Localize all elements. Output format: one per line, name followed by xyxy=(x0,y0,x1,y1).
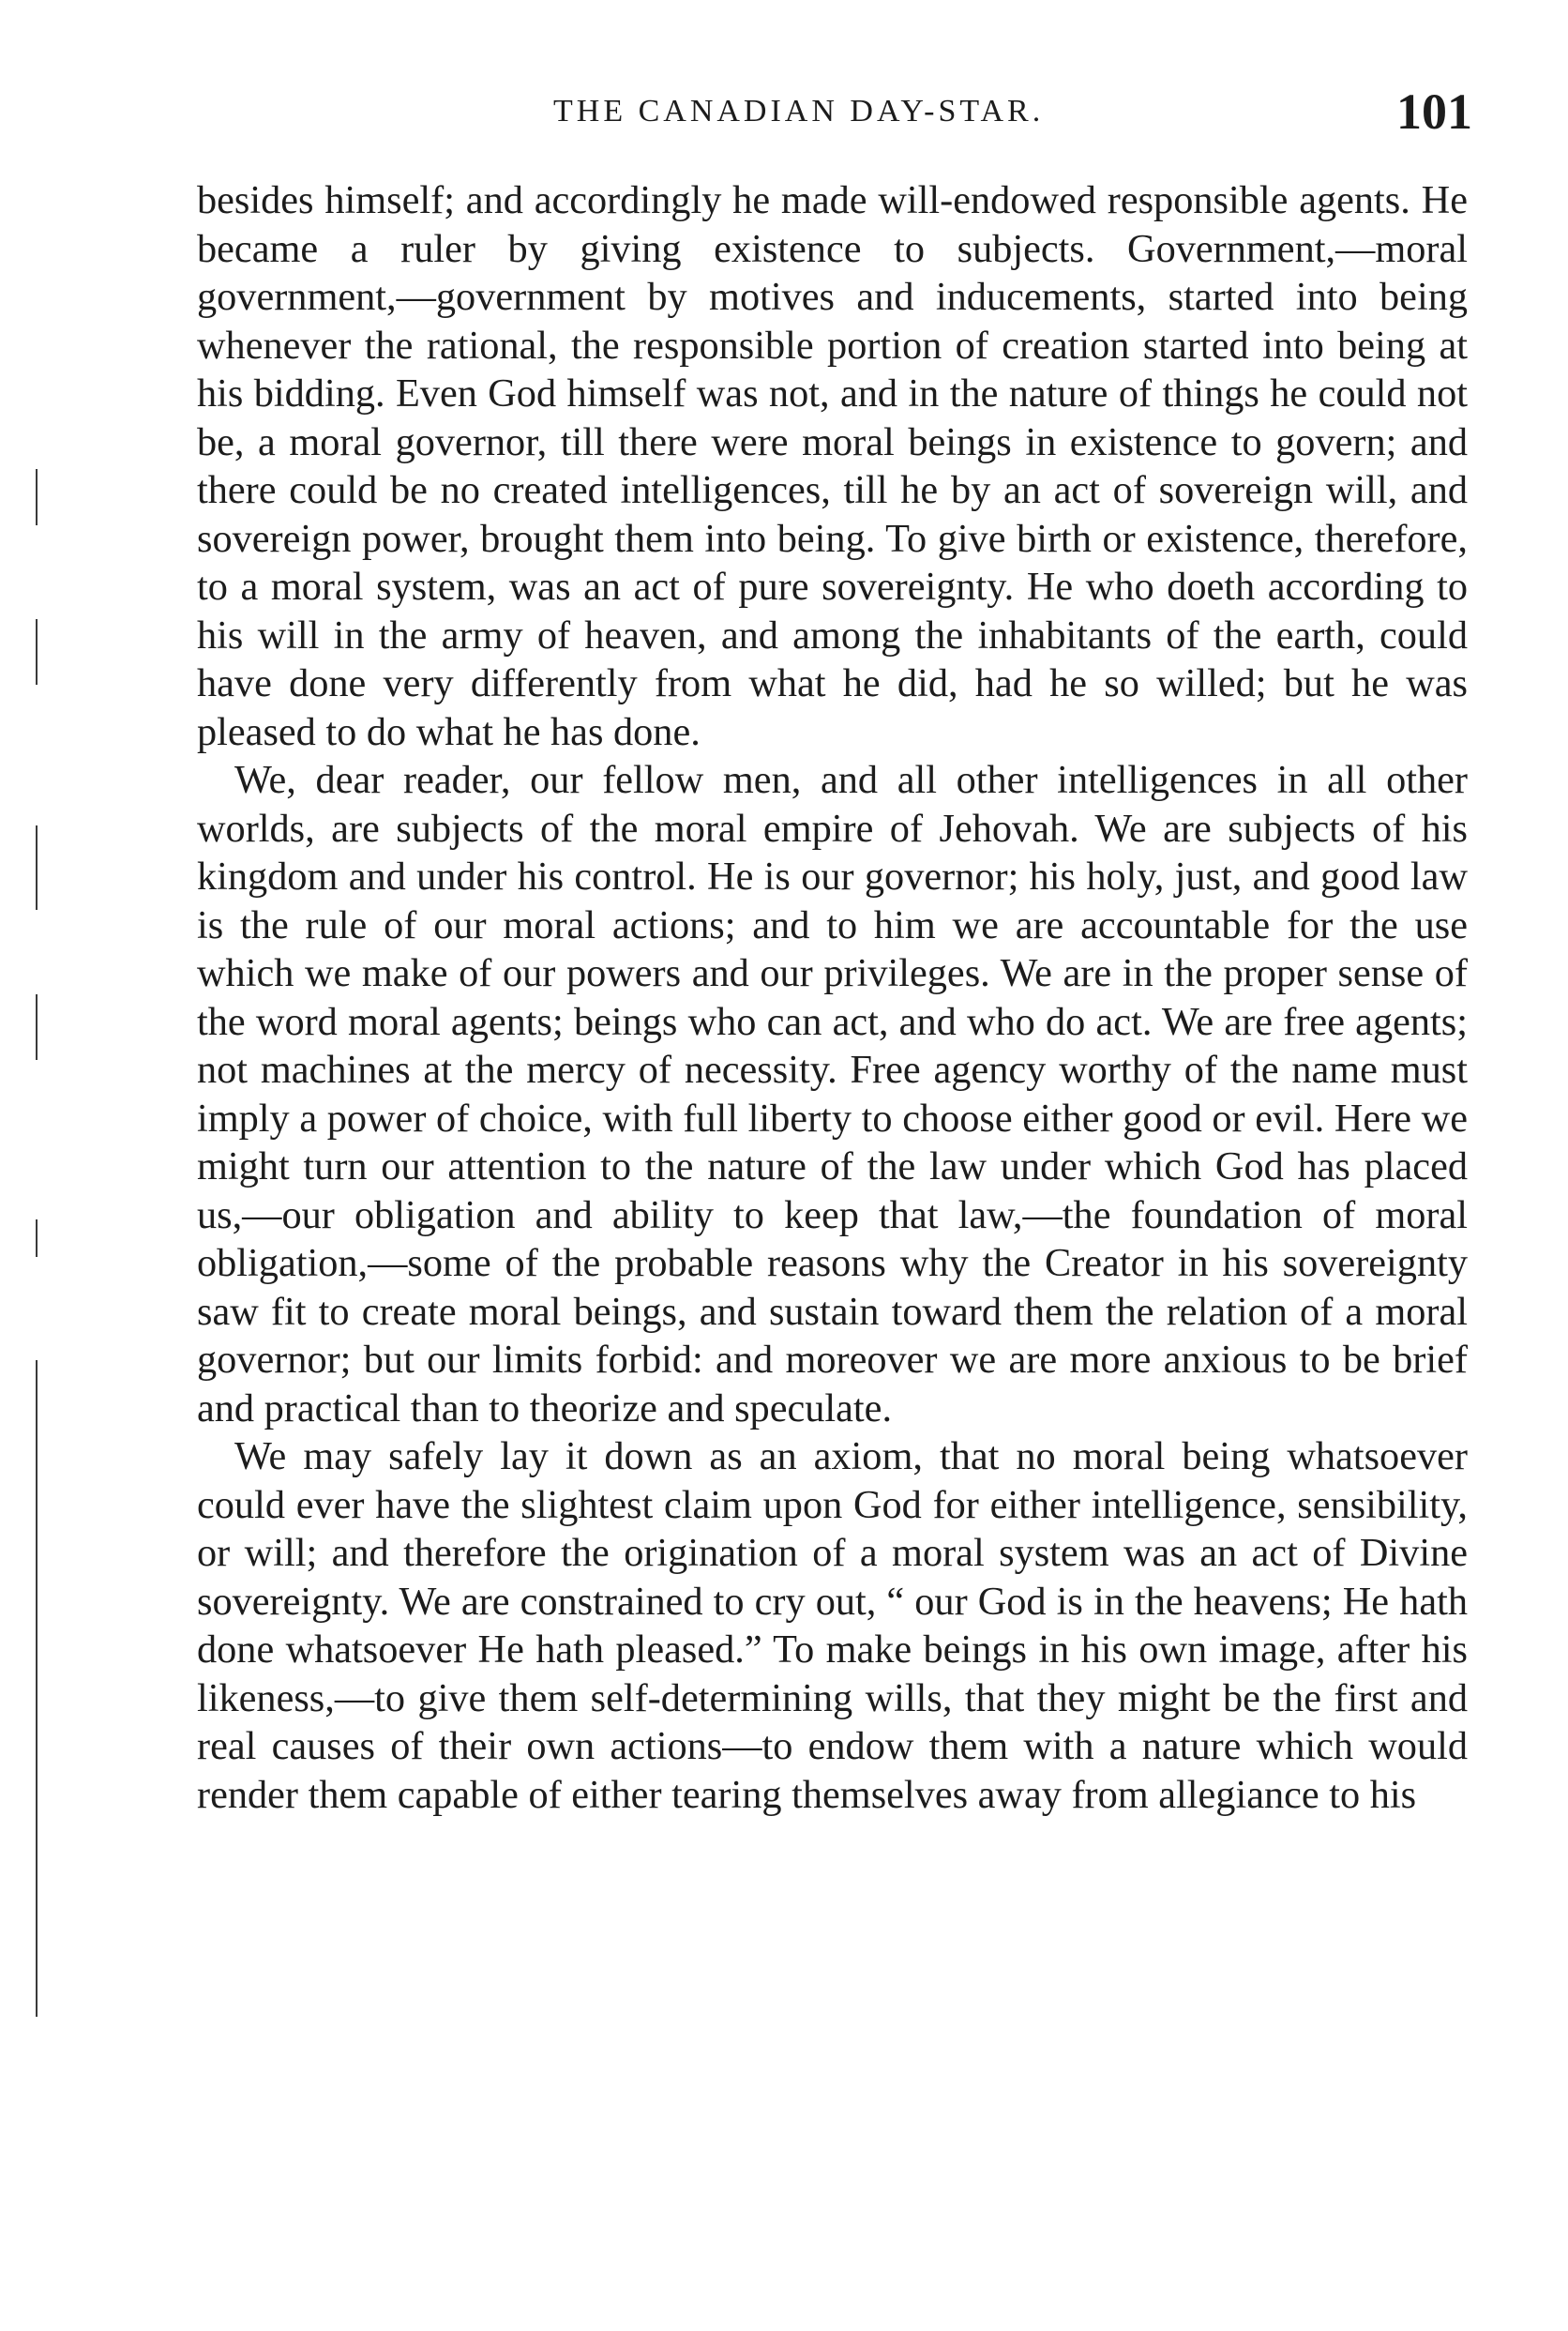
margin-mark xyxy=(36,1219,38,1257)
paragraph: We, dear reader, our fellow men, and all other intelligences in all other worlds, are subjects of the moral empire of Jehovah. We are subjects of his kingdom and under his control. He is our governor; his holy, just, and good law is the rule of our moral actions; and to him we are accountable for the use which we make of our powers and our privileges. We are in the proper sense of the word moral agents; beings who can act, and who do act. We are free agents; not machines at the mercy of necessity. Free agency worthy of the name must imply a power of choice, with full liberty to choose either good or evil. Here we might turn our attention to the nature of the law under which God has placed us,—our obligation and ability to keep that law,—the foundation of moral obligation,—some of the probable reasons why the Creator in his sovereignty saw fit to create moral beings, and sustain toward them the relation of a moral governor; but our limits forbid: and moreover we are more anxious to be brief and practical than to theorize and speculate. xyxy=(197,758,1468,1430)
margin-binding-marks xyxy=(28,469,47,2017)
body-text xyxy=(197,176,1468,1819)
margin-mark xyxy=(36,825,38,910)
margin-mark xyxy=(36,469,38,525)
running-title: THE CANADIAN DAY-STAR. xyxy=(553,94,1045,129)
page-number: 101 xyxy=(1396,83,1472,140)
page-header xyxy=(197,83,1472,148)
margin-mark xyxy=(36,994,38,1060)
margin-mark xyxy=(36,1360,38,2017)
paragraph: We may safely lay it down as an axiom, that no moral being whatsoever could ever have the slightest claim upon God for either intelligence, sensibility, or will; and therefore the origination of a moral system was an act of Divine sovereignty. We are constrained to cry out, “ our God is in the heavens; He hath done whatsoever He hath pleased.” To make beings in his own image, after his likeness,—to give them self-determining wills, that they might be the first and real causes of their own actions—to endow them with a nature which would render them capable of either tearing themselves away from allegiance to his xyxy=(197,1434,1468,1817)
paragraph: besides himself; and accordingly he made will-endowed responsible agents. He became a ruler by giving existence to subjects. Government,—moral government,—government by motives and inducements, started into being whenever the rational, the responsible portion of creation started into being at his bidding. Even God himself was not, and in the nature of things he could not be, a moral governor, till there were moral beings in existence to govern; and there could be no created intelligences, till he by an act of sovereign will, and sovereign power, brought them into being. To give birth or existence, therefore, to a moral system, was an act of pure sovereignty. He who doeth according to his will in the army of heaven, and among the inhabitants of the earth, could have done very differently from what he did, had he so willed; but he was pleased to do what he has done. xyxy=(197,178,1468,754)
margin-mark xyxy=(36,619,38,685)
